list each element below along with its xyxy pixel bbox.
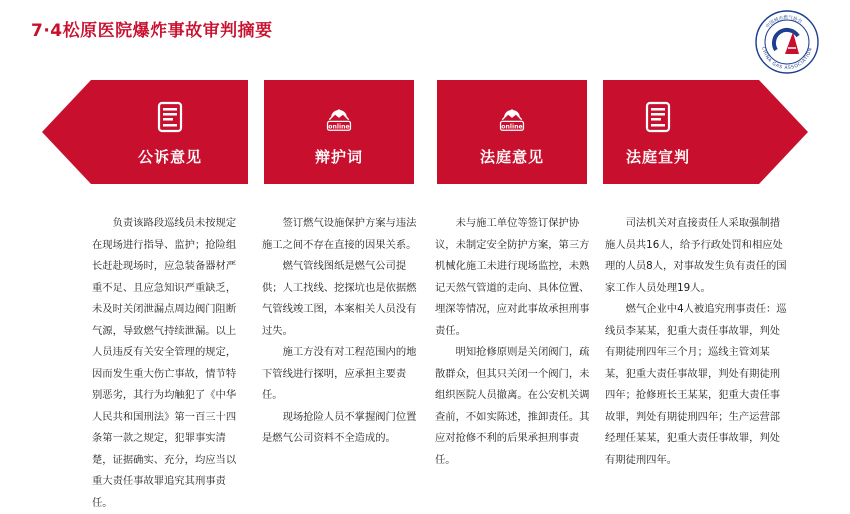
icon-text: online xyxy=(328,123,350,131)
column-prosecution xyxy=(92,213,242,514)
online-lawyer-icon xyxy=(324,100,354,134)
column-paragraph: 燃气企业中4人被追究刑事责任：巡线员李某某，犯重大责任事故罪，判处有期徒刑四年三个月；巡线主管刘某某，犯重大责任事故罪，判处有期徒刑四年；抢修班长王某某，犯重大责任事故罪，判处有期徒刑四年；生产运营部经理任某某，犯重大责任事故罪，判处有期徒刑四年。 xyxy=(605,303,787,466)
step-4 xyxy=(603,80,713,184)
step-label: 法庭意见 xyxy=(479,148,544,166)
step-1 xyxy=(131,80,209,184)
logo-top-text: 中国城市燃气协会 xyxy=(765,15,803,30)
step-label: 公诉意见 xyxy=(137,148,202,166)
column-paragraph: 未与施工单位等签订保护协议，未制定安全防护方案，第三方机械化施工未进行现场监控，未熟记天然气管道的走向、具体位置、埋深等情况，应对此事故承担刑事责任。 xyxy=(435,217,590,337)
process-banner xyxy=(0,0,850,200)
document-icon xyxy=(643,100,673,134)
step-3 xyxy=(437,80,587,184)
column-paragraph: 明知抢修原则是关闭阀门，疏散群众，但其只关闭一个阀门，未组织医院人员撤离。在公安机关调查前，不如实陈述，推卸责任。其应对抢修不利的后果承担刑事责任。 xyxy=(435,346,590,466)
step-label: 法庭宣判 xyxy=(625,148,690,166)
page-title: 7·4松原医院爆炸事故审判摘要 xyxy=(31,21,273,41)
column-paragraph: 燃气管线图纸是燃气公司提供；人工找线、挖探坑也是依据燃气管线竣工图，本案相关人员没有过失。 xyxy=(262,260,417,337)
icon-text: online xyxy=(501,123,523,131)
column-paragraph: 负责该路段巡线员未按规定在现场进行指导、监护；抢险组长赶赴现场时，应急装备器材严重不足、且应急知识严重缺乏，未及时关闭泄漏点周边阀门阻断气源，导致燃气持续泄漏。以上人员违反有关安全管理的规定，因而发生重大伤亡事故，情节特别恶劣，其行为均触犯了《中华人民共和国刑法》第一百三十四条第一款之规定，犯罪事实清楚，证据确实、充分，均应当以重大责任事故罪追究其刑事责任。 xyxy=(92,217,237,509)
online-lawyer-icon xyxy=(497,100,527,134)
column-paragraph: 现场抢险人员不掌握阀门位置是燃气公司资料不全造成的。 xyxy=(262,410,417,444)
document-icon xyxy=(155,100,185,134)
logo-ring-text: CHINA GAS ASSOCIATION xyxy=(760,46,814,72)
column-paragraph: 司法机关对直接责任人采取强制措施人员共16人，给予行政处罚和相应处理的人员8人，对事故发生负有责任的国家工作人员处理19人。 xyxy=(605,217,787,294)
step-2 xyxy=(264,80,414,184)
column-paragraph: 施工方没有对工程范围内的地下管线进行探明，应承担主要责任。 xyxy=(262,346,417,401)
column-court-opinion xyxy=(435,213,593,471)
step-label: 辩护词 xyxy=(314,148,363,166)
column-defense xyxy=(262,213,422,450)
column-verdict xyxy=(605,213,790,471)
column-paragraph: 签订燃气设施保护方案与违法施工之间不存在直接的因果关系。 xyxy=(262,217,417,251)
